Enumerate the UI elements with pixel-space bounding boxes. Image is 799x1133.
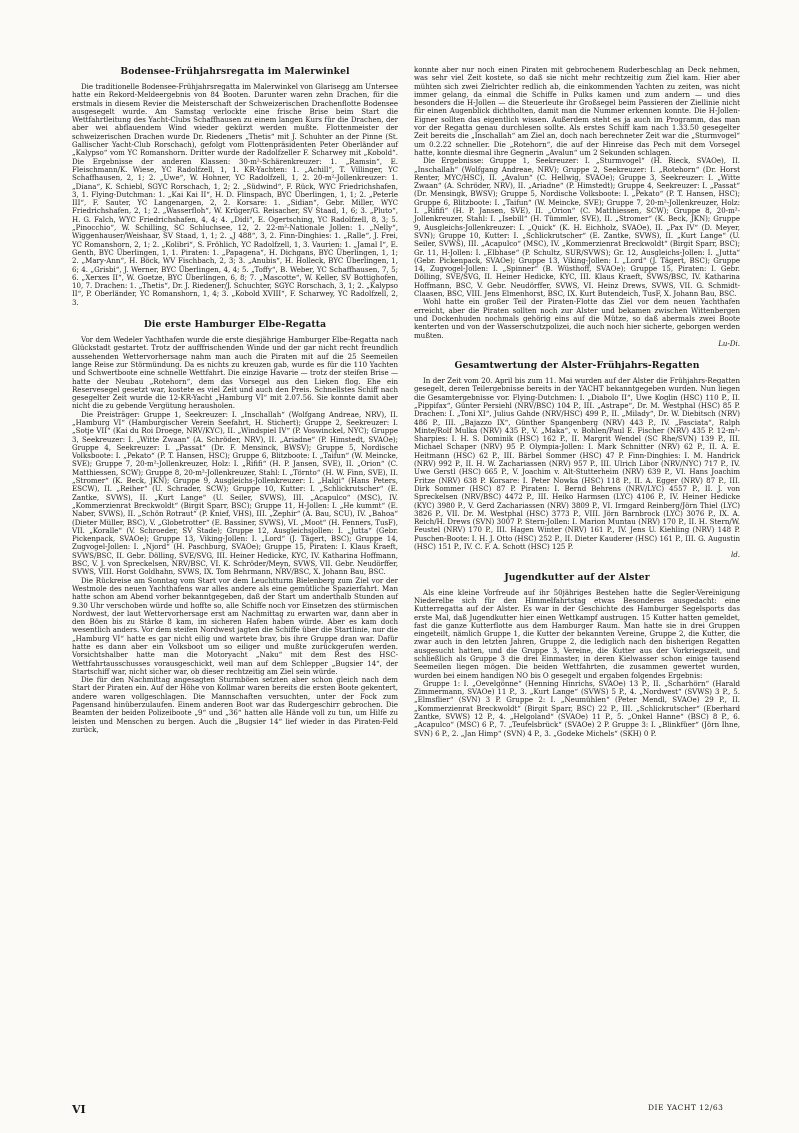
right-column — [414, 66, 740, 738]
article-paragraph: Die Rückreise am Sonntag vom Start vor dem Leuchtturm Bielenberg zum Ziel vor der Westmole des neuen Yachthafens war alles andere als eine gemütliche Spazierfahrt. Man hatte schon am Abend vorher bekanntgegeben, daß der Start um anderthalb Stunden auf 9.30 Uhr verschoben würde und hoffte so, alle Schiffe noch vor Einsetzen des stürmischen Nordwest, der laut Wettervorhersage erst am Nachmittag zu erwarten war, dann aber in den Böen bis zu Stärke 8 kam, im sicheren Hafen haben würde. Aber es kam doch wesentlich anders. Vor dem steifen Nordwest jagten die Schiffe über die Startlinie, nur die „Hamburg VI“ hatte es gar nicht eilig und wartete brav, bis ihre Gruppe dran war. Dafür hatte es dann aber ein Volksboot um so eiliger und mußte zurückgerufen werden. Vorsichtshalber hatte man die Motoryacht „Naku“ mit dem Rest des HSC-Wettfahrtausschusses vorausgeschickt, weil man auf dem Schlepper „Bugsier 14“, der Startschiff war, nicht sicher war, ob dieser rechtzeitig am Ziel sein würde. — [72, 575, 398, 676]
author-signature: ld. — [730, 550, 740, 560]
author-signature: Lu-Di. — [718, 338, 740, 348]
page-number: VI — [72, 1103, 86, 1116]
article-hamburg-continued — [414, 66, 740, 348]
article-title: Gesamtwertung der Alster-Frühjahrs-Regatten — [454, 360, 700, 372]
article-title: Bodensee-Frühjahrsregatta im Malerwinkel — [120, 66, 350, 77]
article-paragraph: Die traditionelle Bodensee-Frühjahrsregatta im Malerwinkel von Glarisegg am Untersee hatte ein Rekord-Meldeergebnis von 84 Booten. Darunter waren zehn Drachen, für die erstmals in diesem Revier die Meisterschaft der Schweizerischen Drachenflotte Bodensee ausgesegelt wurde. Am Samstag verlockte eine frische Brise beim Start die Wettfahrtleitung des Yacht-Clubs Schaffhausen zu einem langen Kurs für die Drachen, der aber wei abflauendem Wind wieder gekürzt werden mußte. Flottenmeister der schweizerischen Drachen wurde Dr. Riedeners „Thetis“ mit J. Schuhter an der Pinne (St. Gallischer Yacht-Club Rorschach), gefolgt vom Flottenpräsidenten Peter Oberländer auf „Kalypso“ vom YC Romanshorn. Dritter wurde der Radolfzeller F. Scharwey mit „Kobold“. Die Ergebnisse der anderen Klassen: 30-m²-Schärenkreuzer: 1. „Ramsin“, E. Fleischmann/K. Wiese, YC Radolfzell, 1, 1. KR-Yachten: 1. „Achill“, T. Villinger, YC Schaffhausen, 2, 1; 2. „Uwe“, W. Hohner, YC Radolfzell, 1, 2. 20-m²-Jollenkreuzer: 1. „Diana“, K. Schiebl, SGYC Rorschach, 1, 2; 2. „Südwind“, F. Rück, WYC Friedrichshafen, 3, 1. Flying-Dutchman: 1. „Kai Kai II“, H. D. Flinspach, BYC Überlingen, 1, 1; 2. „Peterle III“, F. Sauter, YC Langenargen, 2, 2. Korsare: 1. „Sidian“, Gebr. Miller, WYC Friedrichshafen, 2, 1; 2. „Wasserfloh“, W. Krüger/G. Reisacher, SV Staad, 1, 6; 3. „Pluto“, H. G. Falch, WYC Friedrichshafen, 4, 4; 4. „Didi“, E. Ogertsching, YC Radolfzell, 8, 3; 5. „Pinocchio“, W. Schilling, SC Schluchsee, 12, 2. 22-m²-Nationale Jollen: 1. „Nelly“, Wiggenhauser/Weishaar, SV Staad, 1, 1; 2. „J 488“, 3, 2. Finn-Dinghies: 1. „Ralle“, J. Frei, YC Romanshorn, 2, 1; 2. „Kolibri“, S. Fröhlich, YC Radolfzell, 1, 3. Vaurien: 1. „Jamal I“, E. Genth, BYC Überlingen, 1, 1. Piraten: 1. „Papagena“, H. Dichgans, BYC Überlingen, 1, 1; 2. „Mary-Ann“, H. Böck, WV Fischbach, 2, 3; 3. „Anubis“, H. Holleck, BYC Überlingen, 1, 6; 4. „Grisbi“, J. Werner, BYC Überlingen, 4, 4; 5. „Toffy“, B. Weber, YC Schaffhausen, 7, 5; 6. „Xerxes II“, W. Goetze, BYC Überlingen, 6, 8; 7. „Mascotte“, W. Keller, SV Bottighofen, 10, 7. Drachen: 1. „Thetis“, Dr. J. Riedener/J. Schuchter, SGYC Rorschach, 3, 1; 2. „Kalypso II“, P. Oberländer, YC Romanshorn, 1, 4; 3. „Kobold XVIII“, F. Scharwey, YC Radolfzell, 2, 3. — [72, 82, 398, 307]
article-jugendkutter — [414, 572, 740, 738]
article-paragraph: konnte aber nur noch einen Piraten mit gebrochenem Ruderbeschlag an Deck nehmen, was sehr viel Zeit kostete, so daß sie nicht mehr rechtzeitig zum Ziel kam. Hier aber mühten sich zwei Zielrichter redlich ab, die einkommenden Yachten zu zeiten, was nicht immer gelang, da einmal die Schiffe in Pulks kamen und zum andern — und dies besonders die H-Jollen — die Steuerleute ihr Großsegel beim Passieren der Ziellinie nicht für einen Augenblick dichtholten, damit man die Nummer erkennen konnte. Die H-Jollen-Eigner sollten das eigentlich wissen. Außerdem steht es ja auch im Programm, das man vor der Regatta genau durchlesen sollte. Als erstes Schiff kam nach 1.33.50 gesegelter Zeit bereits die „Inschallah“ am Ziel an, doch nach berechneter Zeit war die „Sturmvogel“ um 0.2.22 schneller. Die „Rotehorn“, die auf der Hinreise das Pech mit dem Vorsegel hatte, konnte diesmal ihre Gegnerin „Avalun“ um 2 Sekunden schlagen. — [414, 65, 740, 157]
article-paragraph: Als eine kleine Vorfreude auf ihr 50jähriges Bestehen hatte die Segler-Vereinigung Niederelbe sich für den Himmelfahrtstag etwas Besonderes ausgedacht: eine Kutterregatta auf der Alster. Es war in der Geschichte des Hamburger Segelsports das erste Mal, daß Jugendkutter hier einen Wettkampf austrugen. 15 Kutter hatten gemeldet, fast die ganze Kutterflotte aus dem Hamburger Raum. Man hatte sie in drei Gruppen eingeteilt, nämlich Gruppe 1, die Kutter der bekannten Vereine, Gruppe 2, die Kutter, die zwar auch in den letzten Jahren, Gruppe 2, die lediglich nach den bisherigen Regatten ausgesucht hatten, und die Gruppe 3, Vereine, die Kutter aus der Vorkriegszeit, und schließlich als Gruppe 3 die drei Einmaster, in deren Kielwasser schon einige tausend Seemeilen liegen mögen. Die beiden Wettfahrten, die zusammen gewertet wurden, wurden bei einem handigen NO bis O gesegelt und ergaben folgendes Ergebnis: — [414, 587, 740, 680]
article-title: Jugendkutter auf der Alster — [504, 571, 650, 583]
article-paragraph: Die Ergebnisse: Gruppe 1, Seekreuzer: I. „Sturmvogel“ (H. Rieck, SVAOe), II. „Inschallah“ (Wolfgang Andreae, NRV); Gruppe 2, Seekreuzer: I. „Rotehorn“ (Dr. Horst Renter, MYC/HSC), II. „Avalun“ (C. Hellwig, SVAOe); Gruppe 3, Seekreuzer: I. „Witte Zwaan“ (A. Schröder, NRV), II. „Ariadne“ (P. Himstedt); Gruppe 4, Seekreuzer: I. „Passat“ (Dr. Mensingk, BWSV); Gruppe 5, Nordische Volksboote: I. „Pekato“ (P. T. Hansen, HSC); Gruppe 6, Blitzboote: I. „Taifun“ (W. Meincke, SVE); Gruppe 7, 20-m²-Jollenkreuzer, Holz: I. „Rififi“ (H. P. Jansen, SVE), II. „Orion“ (C. Matthiessen, SCW); Gruppe 8, 20-m²-Jollenkreuzer, Stahl: I. „Isebill“ (H. Tümmler, SVE), II. „Stromer“ (K. Beck, JKN); Gruppe 9, Ausgleichs-Jollenkreuzer: I. „Quick“ (K. H. Eichholz, SVAOe), II. „Pax IV“ (D. Meyer, SVN); Gruppe 10, Kutter: I. „Schlickrutscher“ (E. Zantke, SVWS), II. „Kurt Lange“ (U. Seiler, SVWS), III. „Acapulco“ (MSC), IV. „Kommerzienrat Breckwoldt“ (Birgit Sparr, BSC); Gr. 11, H-Jollen: I. „Elbhase“ (P. Schultz, SUR/SVWS); Gr. 12, Ausgleichs-Jollen: I. „Jutta“ (Gebr. Pickenpack, SVAOe); Gruppe 13, Viking-Jollen: I. „Lord“ (J. Tägert, BSC); Gruppe 14, Zugvogel-Jollen: I. „Spinner“ (B. Wüsthoff, SVAOe); Gruppe 15, Piraten: I. Gebr. Dölling, SVE/SVG, II. Heiner Hedicke, KYC, III. Klaus Kraeft, SVWS/BSC, IV. Katharina Hoffmann, BSC, V. Gebr. Neudörffer, SVWS, VI. Heinz Drews, SVWS, VII. G. Schmidt-Claasen, BSC, VIII. Jens Elmenhorst, BSC, IX. Kurt Butendeich, TusF, X. Johann Bau, BSC. — [414, 156, 740, 299]
issue-footer: DIE YACHT 12/63 — [648, 1103, 724, 1112]
left-column — [72, 66, 398, 734]
article-paragraph: Vor dem Wedeler Yachthafen wurde die erste diesjährige Hamburger Elbe-Regatta nach Glückstadt gestartet. Trotz der aufffrischenden Winde und der gar nicht recht freundlich aussehenden Wettervorhersage nahm man auch die Piraten mit auf die 25 Seemeilen lange Reise zur Störmündung. Da es nichts zu kreuzen gab, wurde es für die 110 Yachten und Schwertboote eine schnelle Wettfahrt. Die einzige Havarie — trotz der steifen Brise — hatte der Neubau „Rotehorn“, dem das Vorsegel aus den Lieken flog. Ehe ein Reservesegel gesetzt war, kostete es viel Zeit und auch den Preis. Schnellstes Schiff nach gesegelter Zeit wurde die 12-KR-Yacht „Hamburg VI“ mit 2.07.56. Sie konnte damit aber nicht die zu gebende Vergütung herausholen. — [72, 335, 398, 411]
article-paragraph: In der Zeit vom 20. April bis zum 11. Mai wurden auf der Alster die Frühjahrs-Regatten gesegelt, deren Teilergebnisse bereits in der YACHT bekanntgegeben wurden. Nun liegen die Gesamtergebnisse vor. Flying-Dutchmen: I. „Diabolo II“, Uwe Koglin (HSC) 110 P., II. „Pippifax“, Günter Persiehl (NRV/BSC) 104 P., III. „Astrape“, Dr. M. Westphal (HSC) 85 P. Drachen: I. „Toni XI“, Julius Gahde (NRV/HSC) 499 P., II. „Milady“, Dr. W. Diebitsch (NRV) 486 P., III. „Bajazzo IX“, Günther Spangenberg (NRV) 443 P., IV. „Fasciata“, Ralph Minte/Rolf Mulka (NRV) 435 P., V. „Maka“, v. Bohlen/Paul E. Fischer (NRV) 435 P. 12-m²-Sharpies: I. H. S. Dominik (HSC) 162 P., II. Margrit Wendel (SC Rhe/SVN) 139 P., III. Michael Schaper (NRV) 95 P. Olympia-Jollen: I. Mark Schnitter (NRV) 62 P., II. A. E. Heitmann (HSC) 62 P., III. Bärbel Sommer (HSC) 47 P. Finn-Dinghies: I. M. Handrick (NRV) 992 P., II. H. W. Zachariassen (NRV) 957 P., III. Ulrich Libor (NRV/NYC) 717 P., IV. Uwe Gerstl (HSC) 665 P., V. Joachim v. Alt-Stutterheim (NRV) 639 P., VI. Hans Joachim Fritze (NRV) 638 P. Korsare: I. Peter Nowka (HSC) 118 P., II. A. Egger (NRV) 87 P., III. Dirk Sommer (HSC) 87 P. Piraten: I. Bernd Behrens (NRV/LYC) 4557 P., II. J. von Spreckelsen (NRV/BSC) 4472 P., III. Heiko Harmsen (LYC) 4106 P., IV. Heiner Hedicke (KYC) 3980 P., V. Gerd Zachariassen (NRV) 3809 P., VI. Irmgard Reinberg/Jörn Thiel (LYC) 3826 P., VII. Dr. M. Westphal (HSC) 3773 P., VIII. Jörn Barnbrock (LYC) 3076 P., IX. A. Reich/H. Drews (SVN) 3007 P. Stern-Jollen: I. Marion Muntau (NRV) 170 P., II. H. Stern/W. Feustel (NRV) 170 P., III. Hagen Winter (NRV) 161 P., IV. Jens U. Kiehling (NRV) 148 P. Puschen-Boote: I. H. J. Otto (HSC) 252 P., II. Dieter Kauderer (HSC) 161 P., III. G. Augustin (HSC) 151 P., IV. C. F. A. Schott (HSC) 125 P. — [414, 376, 740, 552]
article-paragraph: Die Preisträger: Gruppe 1, Seekreuzer: I. „Inschallah“ (Wolfgang Andreae, NRV), II. „Hamburg VI“ (Hamburgischer Verein Seefahrt, H. Stichert); Gruppe 2, Seekreuzer: I. „Sotje VII“ (Kai du Roi Droege, NRV/KYC), II. „Windspiel IV“ (P. Voswinckel, NYC); Gruppe 3, Seekreuzer: I. „Witte Zwaan“ (A. Schröder, NRV), II. „Ariadne“ (P. Himstedt, SVAOe); Gruppe 4, Seekreuzer: I. „Passat“ (Dr. F. Mensinck, BWSV); Gruppe 5, Nordische Volksboote: I. „Pekato“ (P. T. Hansen, HSC); Gruppe 6, Blitzboote: I. „Taifun“ (W. Meincke, SVE); Gruppe 7, 20-m²-Jollenkreuzer, Holz: I. „Rififi“ (H. P. Jansen, SVE), II. „Orion“ (C. Matthiessen, SCW); Gruppe 8, 20-m²-Jollenkreuzer, Stahl: I. „Törnto“ (H. W. Finn, SVE), II. „Stromer“ (K. Beck, JKN); Gruppe 9, Ausgleichs-Jollenkreuzer: I. „Halgi“ (Hans Peters, ESCW), II. „Reiher“ (U. Schrader, SCW); Gruppe 10, Kutter: I. „Schlickrutscher“ (E. Zantke, SVWS), II. „Kurt Lange“ (U. Seiler, SVWS), III. „Acapulco“ (MSC), IV. „Kommerzienrat Breckwoldt“ (Birgit Sparr, BSC); Gruppe 11, H-Jollen: I. „He kummt“ (E. Naber, SVWS), II. „Schön Rotraut“ (P. Knief, VHS), III. „Zephir“ (A. Bau, SCU), IV. „Bahoa“ (Dieter Müller, BSC), V. „Globetrotter“ (E. Bassiner, SVWS), VI. „Moot“ (H. Fenners, TusF), VII. „Koralle“ (V. Schroeder, SV Stade); Gruppe 12, Ausgleichsjollen: I. „Jutta“ (Gebr. Pickenpack, SVAOe); Gruppe 13, Viking-Jollen: I. „Lord“ (J. Tägert, BSC); Gruppe 14, Zugvogel-Jollen: I. „Njord“ (H. Paschburg, SVAOe); Gruppe 15, Piraten: I. Klaus Kraeft, SVWS/BSC, II. Gebr. Dölling, SVE/SVG, III. Heiner Hedicke, KYC, IV. Katharina Hoffmann, BSC, V. J. von Spreckelsen, NRV/BSC, VI. K. Schröder/Meyn, SVWS, VII. Gebr. Neudörffer, SVWS, VIII. Horst Goldhahn, SVWS, IX. Tom Behrmann, NRV/BSC, X. Johann Bau, BSC. — [72, 409, 398, 577]
article-alster — [414, 360, 740, 560]
article-hamburg — [72, 319, 398, 734]
article-title: Die erste Hamburger Elbe-Regatta — [143, 319, 327, 331]
article-paragraph: Gruppe 1: I. „Oevelgönne“ (Henning Hinrichs, SVAOe) 13 P., II. „Scharhörn“ (Harald Zimmermann, SVAOe) 11 P., 3. „Kurt Lange“ (SVWS) 5 P., 4. „Nordwest“ (SVWS) 3 P., 5. „Elmsflier“ (SVN) 3 P. Gruppe 2: I. „Neumühlen“ (Peter Mendl, SVAOe) 29 P., II. „Kommerzienrat Breckwoldt“ (Birgit Sparr, BSC) 22 P., III. „Schlickrutscher“ (Eberhard Zantke, SVWS) 12 P., 4. „Helgoland“ (SVAOe) 11 P., 5. „Onkel Hanne“ (BSC) 8 P., 6. „Acapulco“ (MSC) 6 P., 7. „Teufelsbrück“ (SVAOe) 2 P. Gruppe 3: I. „Blinkfüer“ (Jörn Ihne, SVN) 6 P., 2. „Jan Himp“ (SVN) 4 P., 3. „Godeke Michels“ (SKH) 0 P. — [414, 678, 740, 738]
article-paragraph: Wohl hatte ein großer Teil der Piraten-Flotte das Ziel vor dem neuen Yachthafen erreicht, aber die Piraten sollten noch zur Alster und bekamen zwischen Wittenbergen und Dockenhuden nochmals gehörig eins auf die Mütze, so daß abermals zwei Boote kenterten und von der Wasserschutzpolizei, die auch noch hier sicherte, geborgen werden mußten. — [414, 297, 740, 340]
article-bodensee — [72, 66, 398, 307]
article-paragraph: Die für den Nachmittag angesagten Sturmböen setzten aber schon gleich nach dem Start der Piraten ein. Auf der Höhe von Kollmar waren bereits die ersten Boote gekentert, andere waren vollgeschlagen. Die Mannschaften versuchten, unter der Fock zum Pagensand hinüberzulaufen. Einem anderen Boot war das Rudergeschirr gebrochen. Die Beamten der beiden Polizeiboote „9“ und „36“ hatten alle Hände voll zu tun, um Hilfe zu leisten und Menschen zu bergen. Auch die „Bugsier 14“ lief wieder in das Piraten-Feld zurück, — [72, 675, 398, 734]
